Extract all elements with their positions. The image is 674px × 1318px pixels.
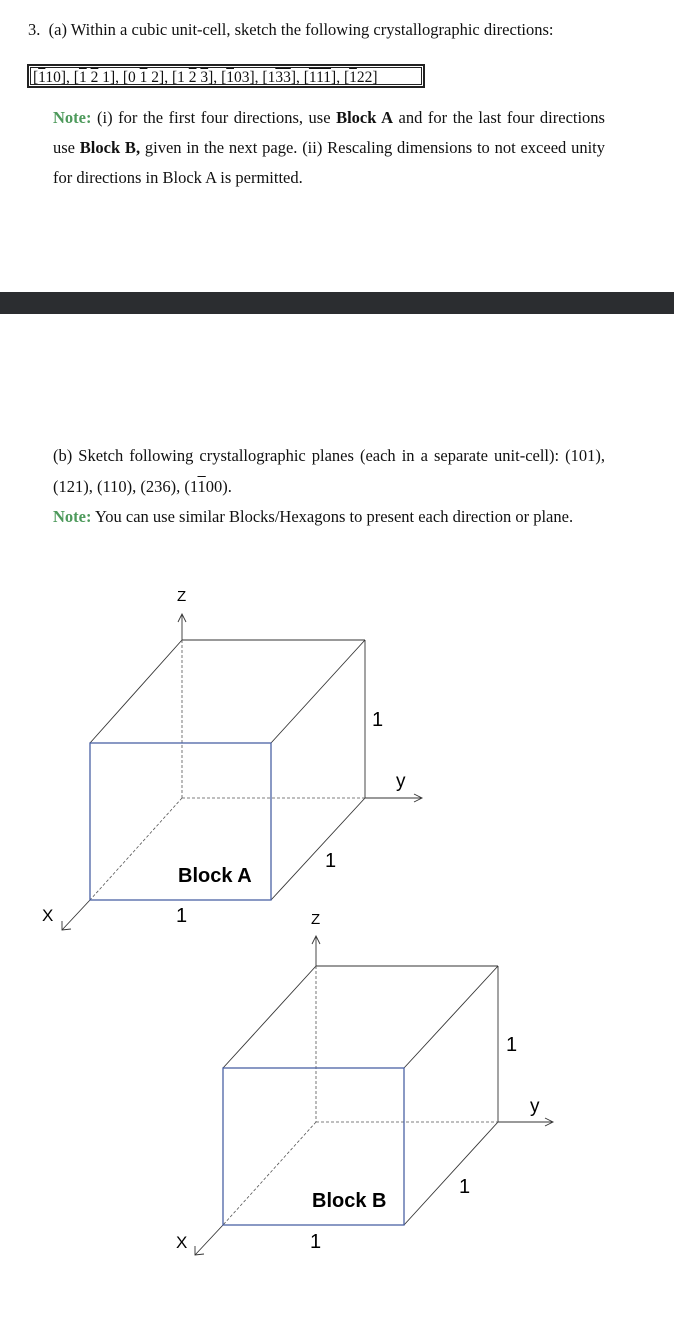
block-b-one-diag: 1 [459,1176,471,1198]
block-b-y-label: y [530,1096,540,1117]
note-b-text: You can use similar Blocks/Hexagons to present each direction or plane. [91,507,574,526]
direction-item: [1 2 3], [171,69,222,86]
block-b-x-label: X [176,1233,188,1252]
question-number: 3. [28,20,41,39]
block-b-x-axis [195,1225,223,1255]
part-b-text-2: 00). [205,477,232,496]
note-a-block-b: Block B, [79,138,141,157]
note-a-text-3: given in the next page. (ii) Rescaling dimensions to not exceed unity for directions in Block A is permitted. [53,138,605,187]
block-a-z-label: Z [177,588,187,605]
block-b-edge [223,966,316,1068]
block-a-one-top: 1 [372,709,384,731]
block-a-x-label: X [42,906,54,925]
part-b-text-1: (b) Sketch following crystallographic planes (each in a separate unit-cell): (101), (121), (110), (236), (1 [53,446,605,496]
block-a-title: Block A [178,865,252,887]
block-b-title: Block B [312,1190,387,1212]
block-b-edge [404,1122,498,1225]
block-b-one-bottom: 1 [310,1231,322,1253]
part-a-prompt: (a) Within a cubic unit-cell, sketch the following crystallographic directions: [48,20,554,39]
direction-item: [0 1 2], [122,69,172,86]
direction-item: [1 2 1], [73,69,123,86]
block-b-edge [404,966,498,1068]
note-a-text-2: and for the last four directions use [53,108,605,157]
direction-item: [133], [262,69,304,86]
direction-item: [103], [221,69,263,86]
part-b-bar-digit: 1 [197,477,206,496]
block-b-one-top: 1 [506,1034,518,1056]
block-a-y-label: y [396,771,406,792]
direction-item: [122] [343,69,378,86]
block-b-hidden-edge [223,1122,316,1225]
note-a-label: Note: [53,108,92,127]
note-b-label: Note: [53,507,92,526]
block-b-z-label: Z [311,911,321,928]
block-a-one-bottom: 1 [176,905,188,927]
direction-item: [110], [33,69,74,86]
direction-item: [111], [303,69,344,86]
block-a-one-diag: 1 [325,850,337,872]
note-a-text-1: (i) for the first four directions, use [91,108,337,127]
note-a-block-a: Block A [336,108,393,127]
